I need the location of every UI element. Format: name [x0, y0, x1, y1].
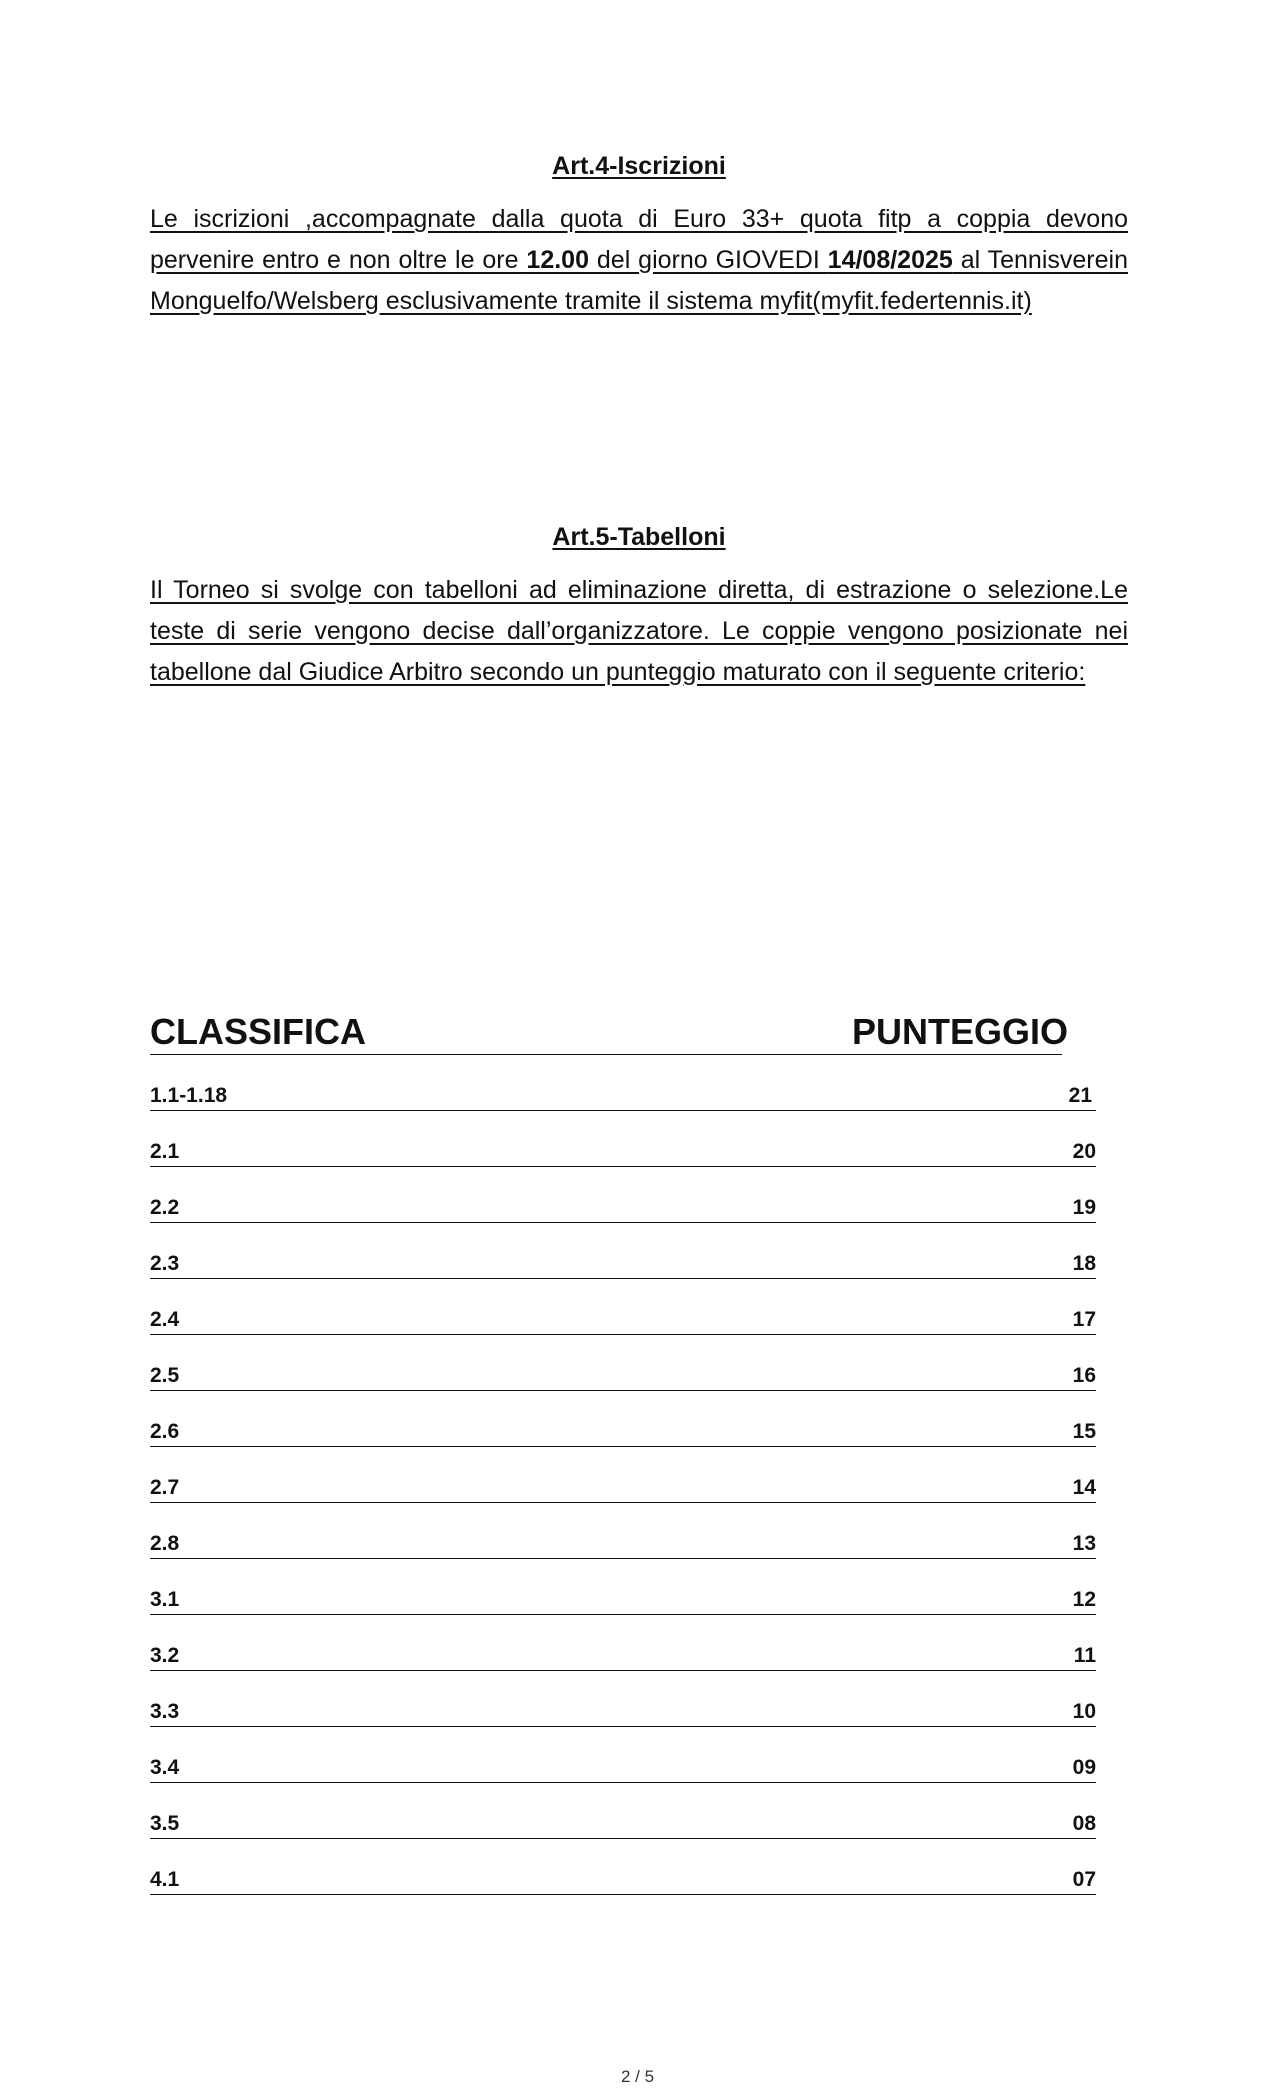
header-classifica: CLASSIFICA: [150, 1011, 366, 1052]
article-4-text-c: al Tennisverein Monguelfo/Welsberg esclusivamente tramite il sistema myfit(myfit.federtennis.it): [150, 246, 1128, 315]
table-row: [150, 1082, 1096, 1138]
table-row: [150, 1194, 1096, 1250]
row-classifica: 4.1: [150, 1868, 180, 1891]
article-4-deadline-time: 12.00: [526, 246, 589, 274]
row-classifica: 1.1-1.18: [150, 1084, 228, 1107]
row-punteggio: 08: [1072, 1812, 1096, 1835]
row-underline: [150, 1838, 1096, 1839]
row-classifica: 2.2: [150, 1196, 180, 1219]
row-classifica: 2.4: [150, 1308, 180, 1331]
table-row: [150, 1530, 1096, 1586]
article-4-section: [150, 152, 1128, 322]
row-underline: [150, 1110, 1096, 1111]
row-underline: [150, 1334, 1096, 1335]
table-row: [150, 1306, 1096, 1362]
row-punteggio: 13: [1072, 1532, 1096, 1555]
row-underline: [150, 1782, 1096, 1783]
row-classifica: 3.2: [150, 1644, 180, 1667]
row-classifica: 3.3: [150, 1700, 180, 1723]
article-4-text-a: Le iscrizioni ,accompagnate dalla quota di Euro 33+ quota fitp a coppia devono pervenire entro e non oltre le ore: [150, 205, 1128, 274]
table-row: [150, 1362, 1096, 1418]
row-classifica: 3.1: [150, 1588, 180, 1611]
row-underline: [150, 1166, 1096, 1167]
table-row: [150, 1866, 1096, 1922]
row-punteggio: 19: [1072, 1196, 1096, 1219]
row-punteggio: 09: [1072, 1756, 1096, 1779]
ranking-table-rows: [150, 1082, 1096, 1922]
row-punteggio: 21: [1068, 1084, 1092, 1107]
article-4-body: [150, 199, 1128, 322]
row-punteggio: 12: [1072, 1588, 1096, 1611]
article-4-text-b: del giorno GIOVEDI: [588, 246, 828, 274]
row-underline: [150, 1726, 1096, 1727]
row-punteggio: 20: [1072, 1140, 1096, 1163]
page-number: 2 / 5: [620, 2067, 655, 2086]
article-5-title: Art.5-Tabelloni: [552, 523, 726, 551]
table-row: [150, 1698, 1096, 1754]
row-punteggio: 16: [1072, 1364, 1096, 1387]
table-row: [150, 1586, 1096, 1642]
article-5-section: [150, 523, 1128, 693]
row-classifica: 2.6: [150, 1420, 180, 1443]
row-underline: [150, 1614, 1096, 1615]
row-underline: [150, 1222, 1096, 1223]
row-classifica: 2.5: [150, 1364, 180, 1387]
row-punteggio: 17: [1072, 1308, 1096, 1331]
table-row: [150, 1250, 1096, 1306]
row-punteggio: 18: [1072, 1252, 1096, 1275]
article-4-deadline-date: 14/08/2025: [827, 246, 953, 274]
row-underline: [150, 1894, 1096, 1895]
row-underline: [150, 1446, 1096, 1447]
row-punteggio: 11: [1073, 1644, 1096, 1667]
article-5-body: Il Torneo si svolge con tabelloni ad eliminazione diretta, di estrazione o selezione.Le teste di serie vengono decise dall’organizzatore. Le coppie vengono posizionate nei tabellone dal Giudice Arbitro secondo un punteggio maturato con il seguente criterio:: [150, 576, 1128, 686]
row-underline: [150, 1558, 1096, 1559]
row-classifica: 3.5: [150, 1812, 180, 1835]
table-row: [150, 1642, 1096, 1698]
header-punteggio: PUNTEGGIO: [852, 1011, 1069, 1052]
row-classifica: 2.7: [150, 1476, 180, 1499]
row-punteggio: 15: [1072, 1420, 1096, 1443]
table-row: [150, 1418, 1096, 1474]
row-punteggio: 14: [1072, 1476, 1096, 1499]
table-row: [150, 1810, 1096, 1866]
row-underline: [150, 1390, 1096, 1391]
row-underline: [150, 1502, 1096, 1503]
row-classifica: 2.1: [150, 1140, 180, 1163]
row-underline: [150, 1670, 1096, 1671]
row-underline: [150, 1278, 1096, 1279]
table-row: [150, 1754, 1096, 1810]
row-classifica: 2.8: [150, 1532, 180, 1555]
row-classifica: 2.3: [150, 1252, 180, 1275]
row-punteggio: 07: [1072, 1868, 1096, 1891]
ranking-table-header: [150, 1010, 1069, 1055]
row-punteggio: 10: [1072, 1700, 1096, 1723]
row-classifica: 3.4: [150, 1756, 180, 1779]
table-row: [150, 1138, 1096, 1194]
table-row: [150, 1474, 1096, 1530]
article-4-title: Art.4-Iscrizioni: [552, 152, 726, 180]
